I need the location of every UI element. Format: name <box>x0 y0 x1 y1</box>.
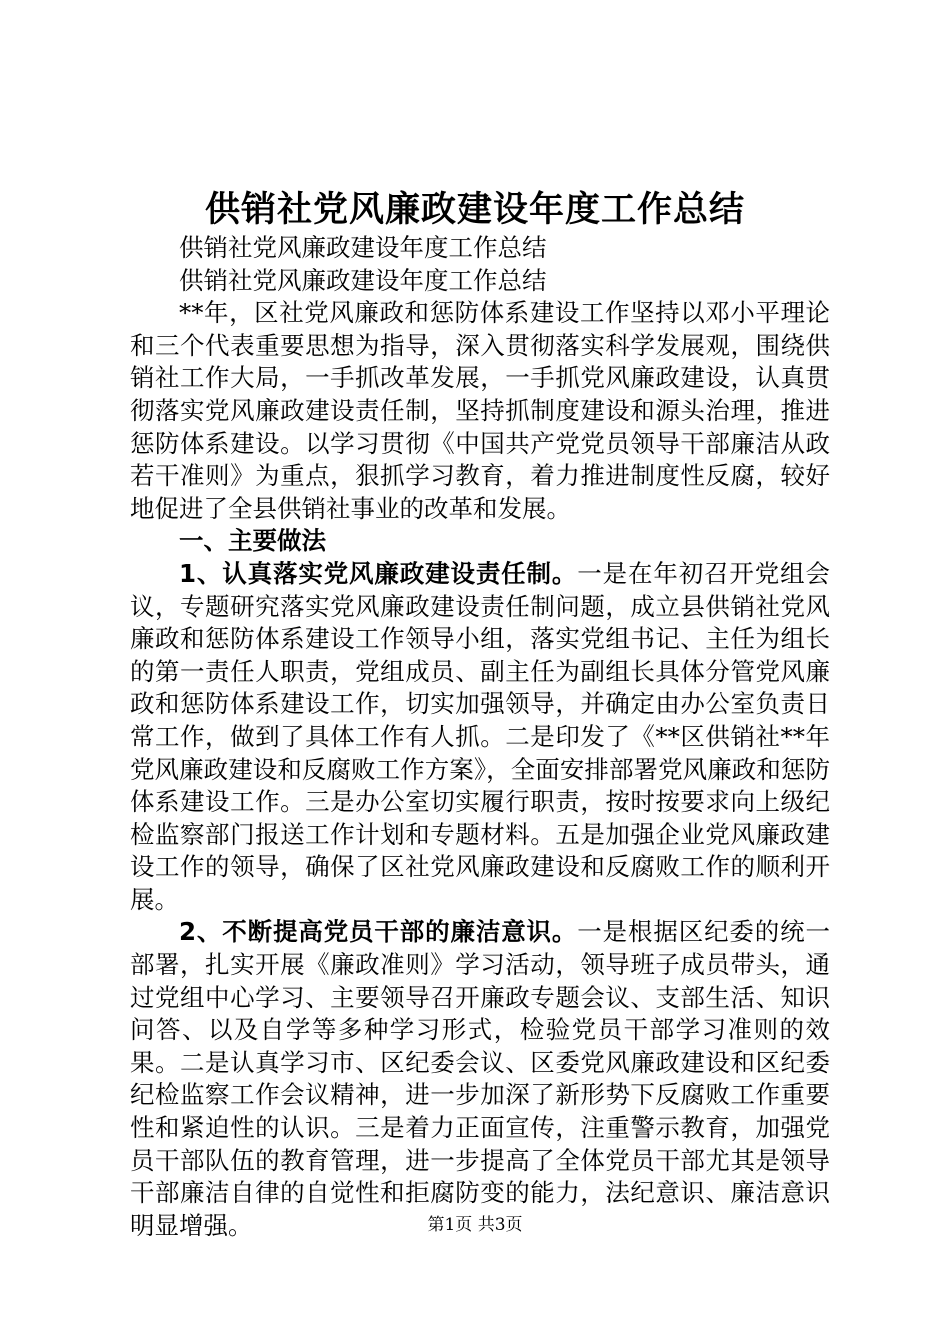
item-1-heading: 1、认真落实党风廉政建设责任制。 <box>179 558 578 588</box>
item-1-paragraph <box>130 558 830 917</box>
item-2-paragraph <box>130 916 830 1242</box>
item-1-body: 一是在年初召开党组会议，专题研究落实党风廉政建设责任制问题，成立县供销社党风廉政和惩防体系建设工作领导小组，落实党组书记、主任为组长的第一责任人职责，党组成员、副主任为副组长具体分管党风廉政和惩防体系建设工作，切实加强领导，并确定由办公室负责日常工作，做到了具体工作有人抓。二是印发了《**区供销社**年党风廉政建设和反腐败工作方案》，全面安排部署党风廉政和惩防体系建设工作。三是办公室切实履行职责，按时按要求向上级纪检监察部门报送工作计划和专题材料。五是加强企业党风廉政建设工作的领导，确保了区社党风廉政建设和反腐败工作的顺利开展。 <box>130 558 831 914</box>
subtitle-line-1: 供销社党风廉政建设年度工作总结 <box>179 233 547 262</box>
item-2-body: 一是根据区纪委的统一部署，扎实开展《廉政准则》学习活动，领导班子成员带头，通过党组中心学习、主要领导召开廉政专题会议、支部生活、知识问答、以及自学等多种学习形式，检验党员干部学习准则的效果。二是认真学习市、区纪委会议、区委党风廉政建设和区纪委纪检监察工作会议精神，进一步加深了新形势下反腐败工作重要性和紧迫性的认识。三是着力正面宣传，注重警示教育，加强党员干部队伍的教育管理，进一步提高了全体党员干部尤其是领导干部廉洁自律的自觉性和拒腐防变的能力，法纪意识、廉洁意识明显增强。 <box>130 917 831 1240</box>
intro-paragraph: **年，区社党风廉政和惩防体系建设工作坚持以邓小平理论和三个代表重要思想为指导，深入贯彻落实科学发展观，围绕供销社工作大局，一手抓改革发展，一手抓党风廉政建设，认真贯彻落实党风廉政建设责任制，坚持抓制度建设和源头治理，推进惩防体系建设。以学习贯彻《中国共产党党员领导干部廉洁从政若干准则》为重点，狠抓学习教育，着力推进制度性反腐，较好地促进了全县供销社事业的改革和发展。 <box>130 298 830 523</box>
subtitle-line-2: 供销社党风廉政建设年度工作总结 <box>179 265 547 295</box>
document-title: 供销社党风廉政建设年度工作总结 <box>204 189 745 230</box>
document-body <box>130 232 830 1242</box>
section-heading-main-practices: 一、主要做法 <box>179 526 326 556</box>
page-number-footer: 第1页 共3页 <box>427 1215 523 1235</box>
item-2-heading: 2、不断提高党员干部的廉洁意识。 <box>179 917 578 947</box>
